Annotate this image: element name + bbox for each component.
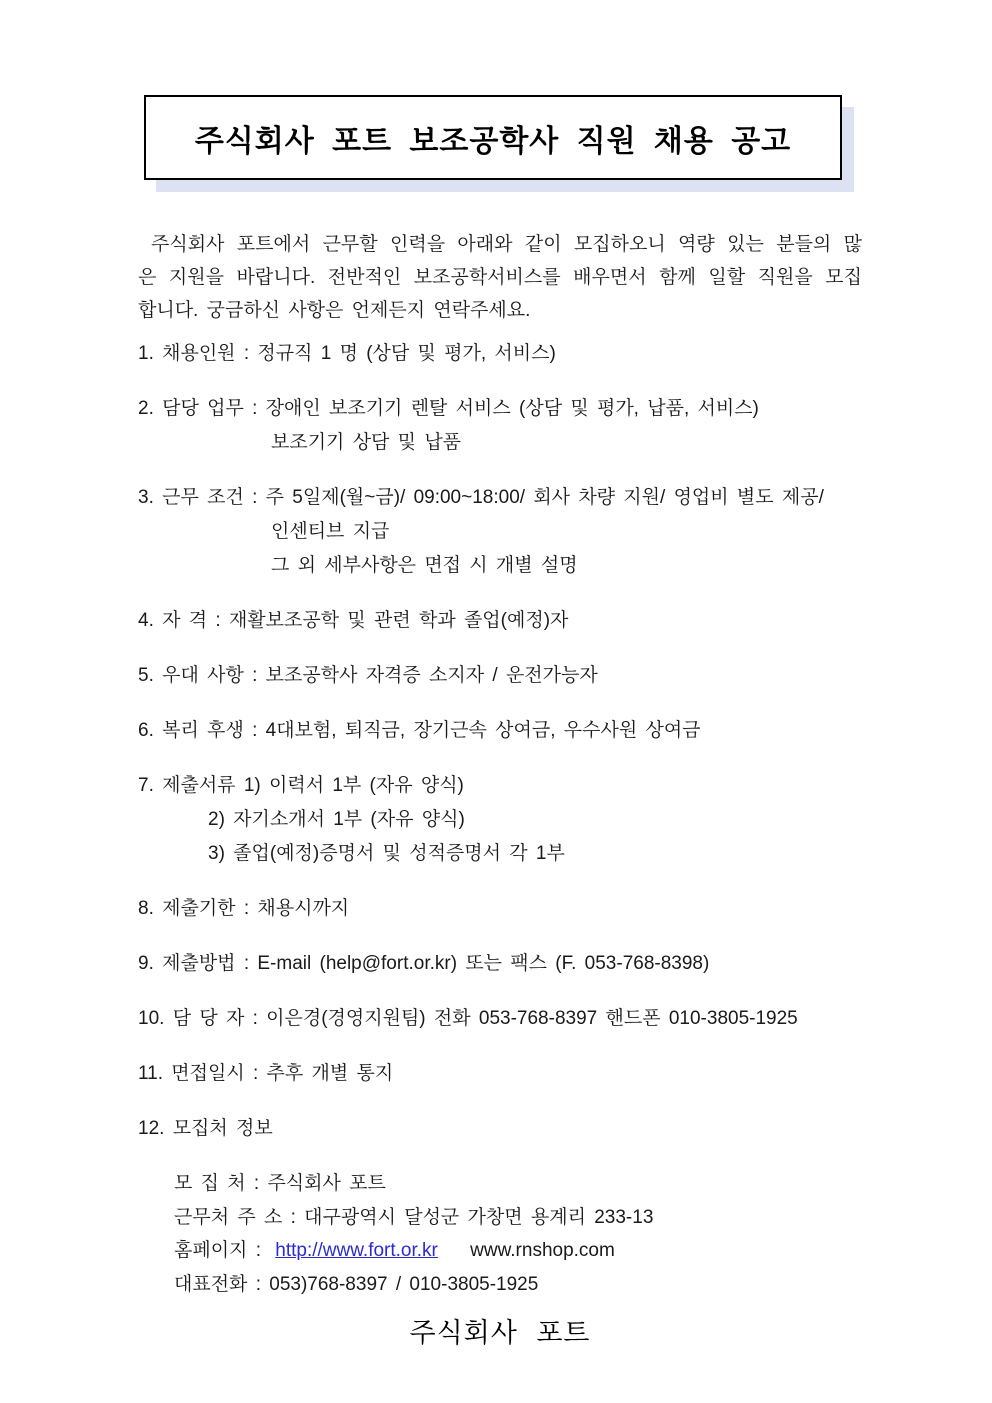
item-line: 3. 근무 조건 : 주 5일제(월~금)/ 09:00~18:00/ 회사 차량 지원/ 영업비 별도 제공/: [138, 487, 824, 508]
list-item-9: [138, 947, 862, 981]
list-item-8: [138, 892, 862, 926]
intro-line-2: 은 지원을 바랍니다. 전반적인 보조공학서비스를 배우면서 함께 일할 직원을 모집: [138, 267, 862, 288]
item-line: 보조기기 상담 및 납품: [271, 432, 462, 453]
list-item-2: [138, 392, 862, 460]
list-item-11: [138, 1057, 862, 1091]
list-item-12: [138, 1112, 862, 1146]
list-item-4: [138, 604, 862, 638]
homepage-line: [174, 1234, 862, 1268]
list-item-5: [138, 659, 862, 693]
company-footer: 주식회사 포트: [409, 1318, 591, 1348]
list-item-7: [138, 769, 862, 871]
phone-line: 대표전화 : 053)768-8397 / 010-3805-1925: [174, 1273, 539, 1295]
homepage-secondary-url: www.rnshop.com: [470, 1240, 615, 1261]
item-line: 그 외 세부사항은 면접 시 개별 설명: [271, 555, 578, 576]
item-line: 7. 제출서류 1) 이력서 1부 (자유 양식): [138, 775, 464, 796]
item-line: 6. 복리 후생 : 4대보험, 퇴직금, 장기근속 상여금, 우수사원 상여금: [138, 720, 701, 741]
item-line: 4. 자 격 : 재활보조공학 및 관련 학과 졸업(예정)자: [138, 610, 569, 631]
intro-paragraph: [138, 228, 862, 327]
homepage-label: 홈페이지 :: [174, 1240, 261, 1261]
item-line: 10. 담 당 자 : 이은경(경영지원팀) 전화 053-768-8397 핸드폰 010-3805-1925: [138, 1008, 798, 1029]
item-line: 인센티브 지급: [271, 521, 390, 542]
notice-list: [138, 337, 862, 1146]
item-line: 2) 자기소개서 1부 (자유 양식): [208, 809, 465, 830]
notice-title-box: [144, 95, 842, 180]
notice-title: 주식회사 포트 보조공학사 직원 채용 공고: [194, 124, 792, 158]
recruiter-info-block: [138, 1167, 862, 1301]
item-line: 11. 면접일시 : 추후 개별 통지: [138, 1063, 394, 1084]
intro-line-1: 주식회사 포트에서 근무할 인력을 아래와 같이 모집하오니 역량 있는 분들의 많: [151, 234, 862, 255]
item-line: 1. 채용인원 : 정규직 1 명 (상담 및 평가, 서비스): [138, 343, 556, 364]
recruiter-line: 모 집 처 : 주식회사 포트: [174, 1173, 386, 1194]
list-item-6: [138, 714, 862, 748]
item-line: 5. 우대 사항 : 보조공학사 자격증 소지자 / 운전가능자: [138, 665, 598, 686]
address-line: 근무처 주 소 : 대구광역시 달성군 가창면 용계리 233-13: [174, 1206, 654, 1228]
item-line: 3) 졸업(예정)증명서 및 성적증명서 각 1부: [208, 843, 565, 864]
item-line: 9. 제출방법 : E-mail (help@fort.or.kr) 또는 팩스 (F. 053-768-8398): [138, 953, 710, 974]
list-item-1: [138, 337, 862, 371]
list-item-10: [138, 1002, 862, 1036]
item-line: 12. 모집처 정보: [138, 1118, 273, 1139]
list-item-3: [138, 481, 862, 583]
intro-line-3: 합니다. 궁금하신 사항은 언제든지 연락주세요.: [138, 300, 531, 321]
homepage-link[interactable]: http://www.fort.or.kr: [275, 1240, 438, 1261]
item-line: 2. 담당 업무 : 장애인 보조기기 렌탈 서비스 (상담 및 평가, 납품, 서비스): [138, 398, 759, 419]
item-line: 8. 제출기한 : 채용시까지: [138, 898, 350, 919]
